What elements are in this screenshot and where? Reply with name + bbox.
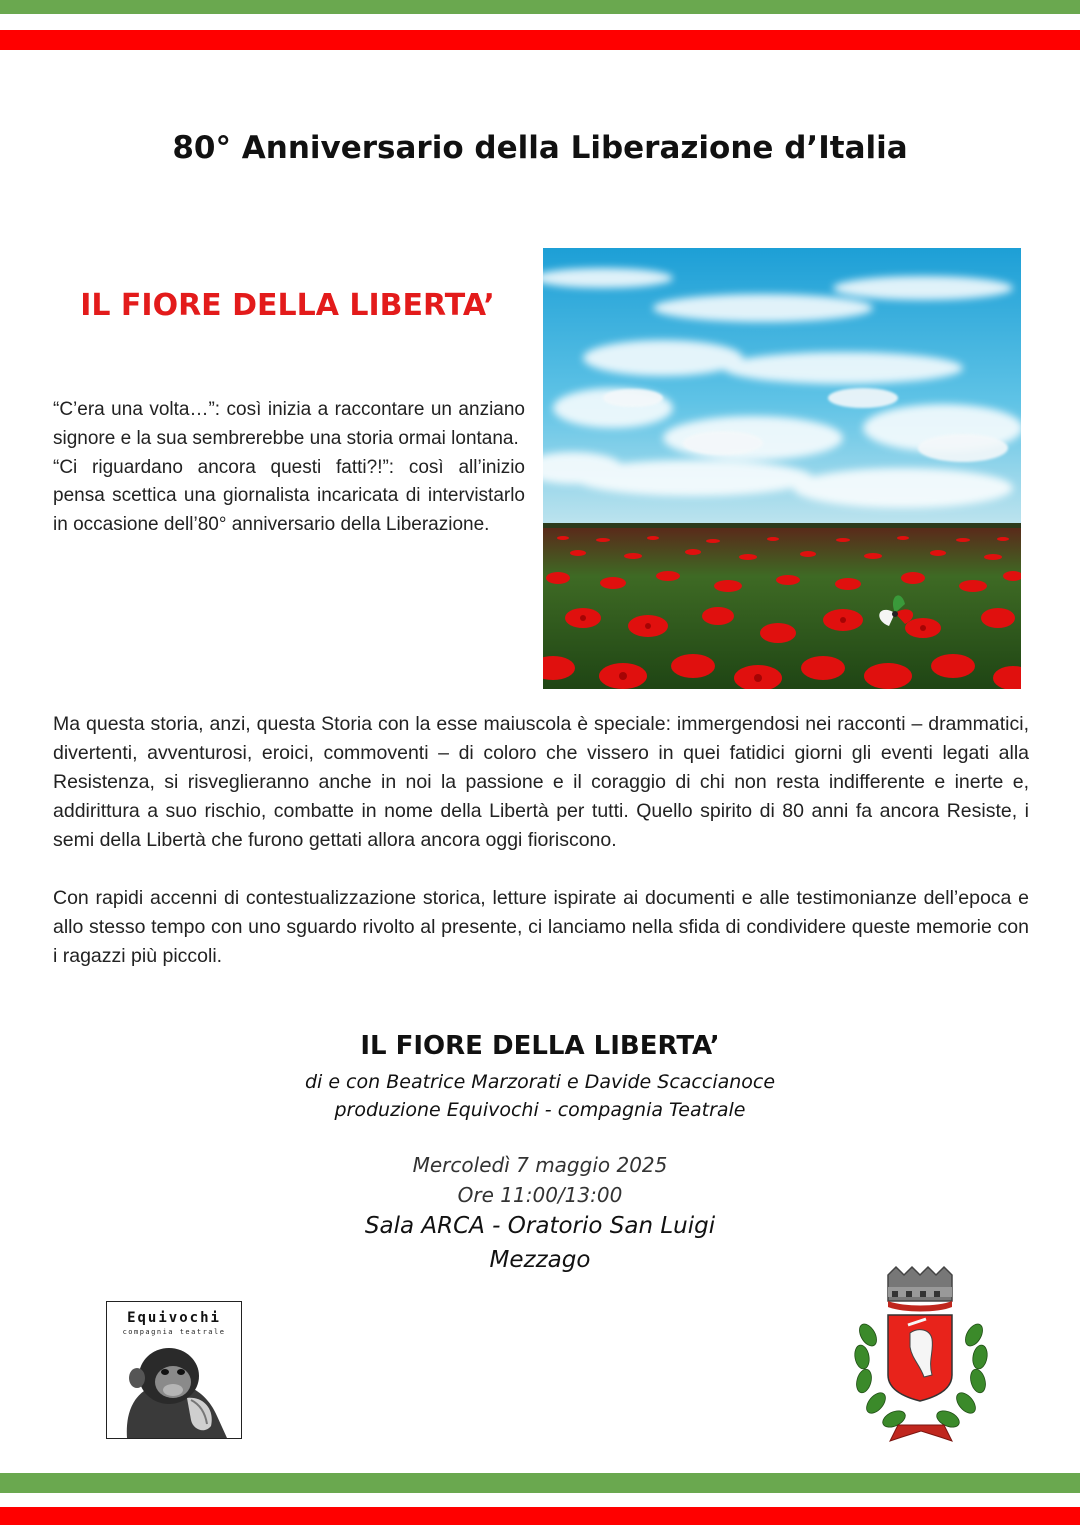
event-datetime xyxy=(0,1150,1080,1210)
flag-stripe-green-top xyxy=(0,0,1080,14)
thinking-monkey-icon xyxy=(107,1338,241,1438)
intro-paragraph-2: “Ci riguardano ancora questi fatti?!”: così all’inizio pensa scettica una giornalista incaricata di intervistarlo in occasione dell’80° anniversario della Liberazione. xyxy=(53,456,525,536)
show-title-red: IL FIORE DELLA LIBERTA’ xyxy=(80,288,495,323)
intro-paragraph-1: “C’era una volta…”: così inizia a raccontare un anziano signore e la sua sembrerebbe una storia ormai lontana. xyxy=(53,399,525,449)
event-credits xyxy=(0,1068,1080,1124)
equivochi-logo xyxy=(106,1301,242,1439)
event-date: Mercoledì 7 maggio 2025 xyxy=(412,1153,668,1177)
credits-line-2: produzione Equivochi - compagnia Teatrale xyxy=(334,1099,746,1121)
intro-text xyxy=(53,396,525,540)
credits-line-1: di e con Beatrice Marzorati e Davide Scaccianoce xyxy=(304,1071,776,1093)
event-time: Ore 11:00/13:00 xyxy=(457,1183,623,1207)
body-paragraph-1: Ma questa storia, anzi, questa Storia con la esse maiuscola è speciale: immergendosi nei racconti – drammatici, divertenti, avventurosi, eroici, commoventi – di coloro che vissero in quei fatidici giorni gli eventi legati alla Resistenza, si risveglieranno anche in noi la passione e il coraggio di chi non resta indifferente e inerte e, addirittura a suo rischio, combatte in nome della Libertà per tutti. Quello spirito di 80 anni fa ancora Resiste, i semi della Libertà che furono gettati allora ancora oggi fioriscono. xyxy=(53,713,1029,851)
flag-stripe-green-bottom xyxy=(0,1473,1080,1493)
page-title: 80° Anniversario della Liberazione d’Italia xyxy=(172,130,908,166)
poppy-field-image xyxy=(543,248,1021,689)
event-town: Mezzago xyxy=(489,1247,591,1273)
event-venue: Sala ARCA - Oratorio San Luigi xyxy=(364,1213,716,1239)
logo-company-name: Equivochi xyxy=(127,1310,221,1326)
event-title: IL FIORE DELLA LIBERTA’ xyxy=(360,1031,720,1061)
body-paragraph-2: Con rapidi accenni di contestualizzazione storica, letture ispirate ai documenti e alle testimonianze dell’epoca e allo stesso tempo con uno sguardo rivolto al presente, ci lanciamo nella sfida di condividere queste memorie con i ragazzi più piccoli. xyxy=(53,887,1029,967)
flag-stripe-red-bottom xyxy=(0,1507,1080,1525)
logo-company-tagline: compagnia teatrale xyxy=(122,1328,226,1336)
flag-stripe-red-top xyxy=(0,30,1080,50)
mezzago-coat-of-arms-icon xyxy=(848,1265,994,1450)
